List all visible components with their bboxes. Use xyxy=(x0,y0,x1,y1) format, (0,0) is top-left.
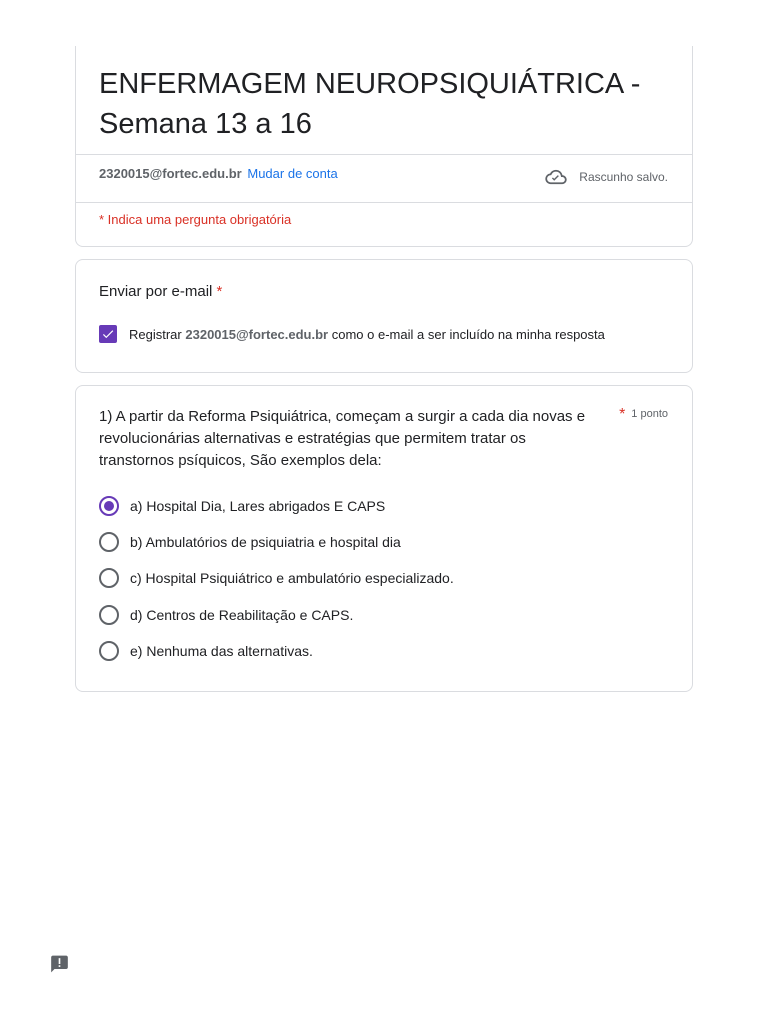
checkmark-icon xyxy=(101,327,115,341)
report-issue-button[interactable] xyxy=(49,954,70,974)
radio-selected-dot xyxy=(104,501,114,511)
header-divider-2 xyxy=(76,202,692,203)
radio-a[interactable] xyxy=(99,496,119,516)
email-question-card xyxy=(75,259,693,373)
option-d[interactable] xyxy=(99,605,353,625)
account-row xyxy=(99,166,338,181)
form-title: ENFERMAGEM NEUROPSIQUIÁTRICA - Semana 13 a 16 xyxy=(99,68,641,140)
checkbox-email: 2320015@fortec.edu.br xyxy=(185,326,329,342)
checkbox-prefix: Registrar xyxy=(129,326,182,342)
question-1-title: 1) A partir da Reforma Psiquiátrica, começam a surgir a cada dia novas e revolucionárias alternativas e estratégias que permitem tratar os transtornos psíquicos, São exemplos dela: xyxy=(99,408,586,469)
option-b[interactable] xyxy=(99,532,401,552)
checkbox-suffix: como o e-mail a ser incluído na minha resposta xyxy=(331,326,605,342)
question-1-meta xyxy=(619,408,668,422)
email-checkbox-label xyxy=(129,327,605,342)
form-header-card xyxy=(75,46,693,247)
option-e[interactable] xyxy=(99,641,313,661)
required-star: * xyxy=(216,283,223,300)
draft-status xyxy=(545,169,668,185)
option-a-label: a) Hospital Dia, Lares abrigados E CAPS xyxy=(130,498,386,514)
switch-account-link[interactable]: Mudar de conta xyxy=(247,166,338,181)
radio-d[interactable] xyxy=(99,605,119,625)
option-c-label: c) Hospital Psiquiátrico e ambulatório especializado. xyxy=(130,570,454,586)
option-c[interactable] xyxy=(99,568,454,588)
account-email: 2320015@fortec.edu.br xyxy=(99,166,242,181)
email-question-label: Enviar por e-mail xyxy=(99,283,213,300)
option-b-label: b) Ambulatórios de psiquiatria e hospital dia xyxy=(130,534,401,550)
cloud-check-icon xyxy=(545,169,567,185)
email-checkbox[interactable] xyxy=(99,325,117,343)
option-e-label: e) Nenhuma das alternativas. xyxy=(130,643,313,659)
radio-b[interactable] xyxy=(99,532,119,552)
report-issue-icon xyxy=(49,954,70,974)
required-note: * Indica uma pergunta obrigatória xyxy=(99,212,292,227)
draft-status-text: Rascunho salvo. xyxy=(579,170,668,184)
radio-c[interactable] xyxy=(99,568,119,588)
option-d-label: d) Centros de Reabilitação e CAPS. xyxy=(130,607,354,623)
header-divider xyxy=(76,154,692,155)
required-star: * xyxy=(619,406,626,423)
points-label: 1 ponto xyxy=(631,408,668,420)
question-1-card xyxy=(75,385,693,692)
option-a[interactable] xyxy=(99,496,385,516)
email-question-title xyxy=(99,283,222,300)
email-checkbox-row[interactable] xyxy=(99,325,605,343)
radio-e[interactable] xyxy=(99,641,119,661)
